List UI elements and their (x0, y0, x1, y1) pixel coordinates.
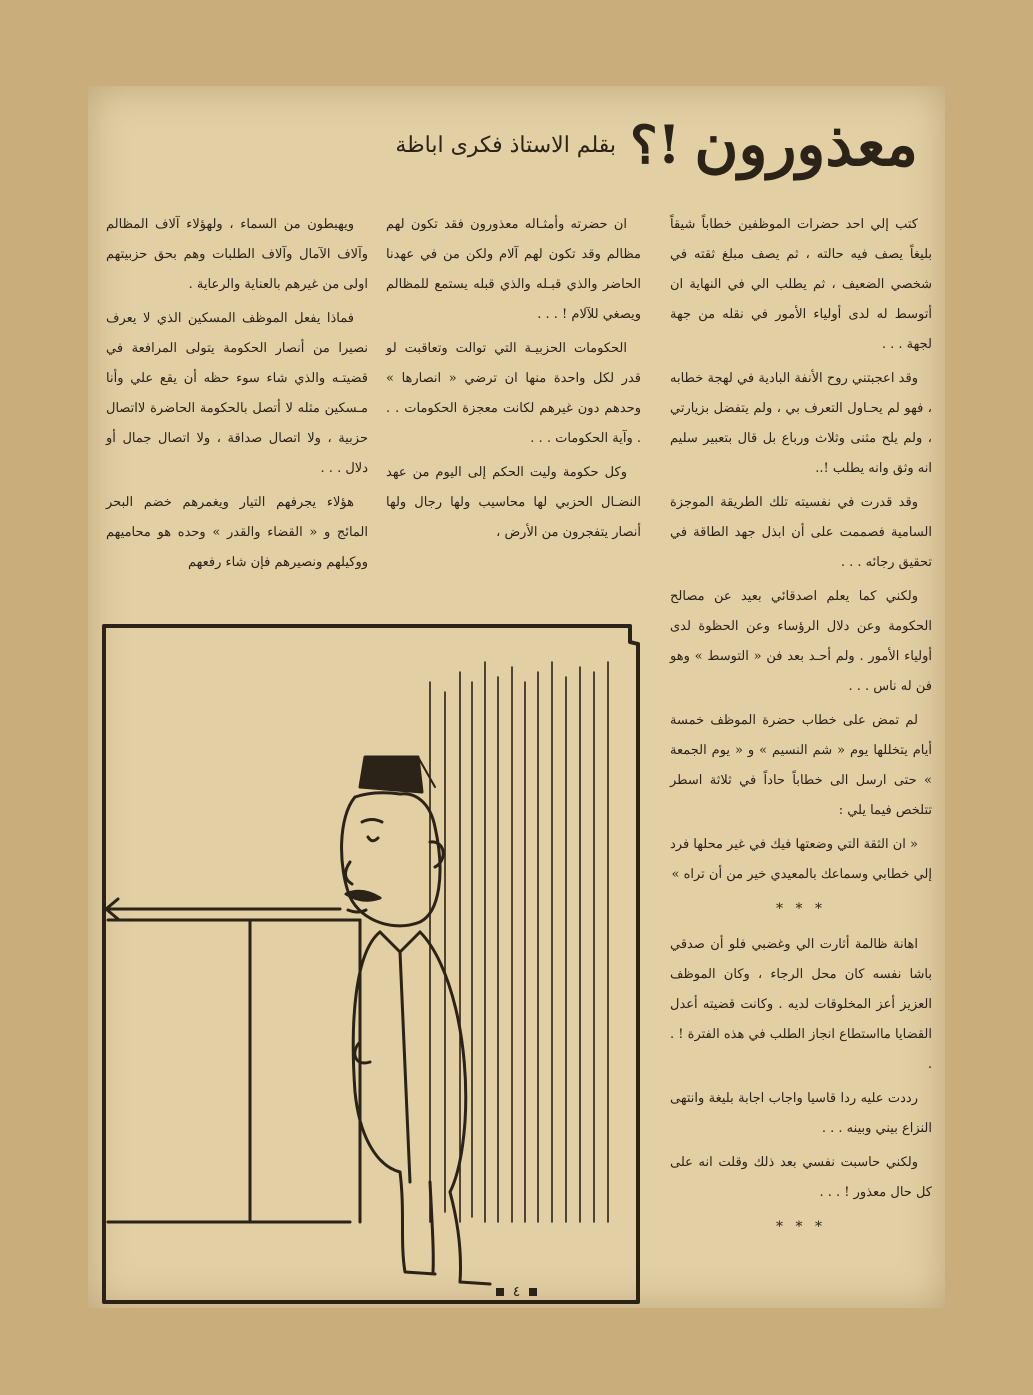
page-number-text: ٤ (512, 1284, 521, 1300)
paragraph: وكل حكومة وليت الحكم إلى اليوم من عهد النضـال الحزبي لها محاسيب ولها رجال ولها أنصار يتفجرون من الأرض ، (386, 465, 641, 540)
paragraph: اهانة ظالمة أثارت الي وغضبي فلو أن صدقي باشا نفسه كان محل الرجاء ، وكان الموظف العزيز أعز المخلوقات لديه . وكانت قضيته أعدل القضايا مااستطاع انجاز الطلب في هذه الفترة ! . . (670, 937, 932, 1072)
paragraph: هؤلاء يجرفهم التيار ويغمرهم خضم البحر المائج و « القضاء والقدر » وحده هو محاميهم ووكيلهم ونصيرهم فإن شاء رفعهم (106, 495, 368, 570)
paragraph: الحكومات الحزبيـة التي توالت وتعاقبت لو قدر لكل واحدة منها ان ترضي « انصارها » وحدهم دون غيرهم لكانت معجزة الحكومات . . . وآية الحكومات . . . (386, 341, 641, 446)
paragraph: وقد قدرت في نفسيته تلك الطريقة الموجزة السامية فصممت على أن ابذل جهد الطاقة في تحقيق رجائه . . . (670, 495, 932, 570)
author-byline: بقلم الاستاذ فكرى اباظة (395, 132, 616, 158)
article-header (128, 100, 918, 190)
text-column-left (106, 210, 368, 582)
paragraph: ولكني حاسبت نفسي بعد ذلك وقلت انه على كل حال معذور ! . . . (670, 1155, 932, 1200)
paragraph: ان حضرته وأمثـاله معذورون فقد تكون لهم مظالم وقد تكون لهم آلام ولكن من في عهدنا الحاضر والذي قبـله والذي قبله يستمع للمظالم ويصغي للآلام ! . . . (386, 217, 641, 322)
paragraph: كتب إلي احد حضرات الموظفين خطاباً شيقاً بليغاً يصف فيه حالته ، ثم يصف مبلغ ثقته في شخصي الضعيف ، ثم يطلب الي في النهاية ان أتوسط له لدى أولياء الأمور في نقله من جهة لجهة . . . (670, 217, 932, 352)
magazine-page (88, 86, 945, 1308)
title-punctuation: !؟ (629, 114, 681, 176)
paragraph: وقد اعجبتني روح الأنفة البادية في لهجة خطابه ، فهو لم يحـاول التعرف بي ، ولم يتفضل بزيارتي ، ولم يلح مثنى وثلاث ورباع بل قال بتعبير سليم انه وثق وانه يطلب !.. (670, 371, 932, 476)
paragraph: ولكني كما يعلم اصدقائي بعيد عن مصالح الحكومة وعن دلال الرؤساء وعن الحظوة لدى أولياء الأمور . ولم أحـد بعد فن « التوسط » وهو فن له ناس . . . (670, 589, 932, 694)
paragraph: « ان الثقة التي وضعتها فيك في غير محلها فرد إلي خطابي وسماعك بالمعيدي خير من أن تراه » (670, 837, 932, 882)
page-number (88, 1284, 945, 1300)
text-column-middle (386, 210, 641, 552)
paragraph: ويهبطون من السماء ، ولهؤلاء آلاف المظالم وآلاف الآمال وآلاف الطلبات وهم بحق حزبيتهم اولى من غيرهم بالعناية والرعاية . (106, 217, 368, 292)
page-number-mark (529, 1288, 537, 1296)
text-column-right (670, 210, 932, 1248)
paragraph: فماذا يفعل الموظف المسكين الذي لا يعرف نصيرا من أنصار الحكومة يتولى المرافعة في قضيتـه والذي شاء سوء حظه أن يقع علي وأنا مـسكين مثله لا أتصل بالحكومة الحاضرة لااتصال حزبية ، ولا اتصال صداقة ، ولا اتصال جمال أو دلال . . . (106, 311, 368, 476)
section-separator: * * * (776, 1219, 826, 1235)
paragraph: لم تمض على خطاب حضرة الموظف خمسة أيام يتخللها يوم « شم النسيم » و « يوم الجمعة » حتى ارسل الى خطاباً حاداً في ثلاثة اسطر تتلخص فيما يلي : (670, 713, 932, 818)
paragraph: رددت عليه ردا قاسيا واجاب اجابة بليغة وانتهى النزاع بيني وبينه . . . (670, 1091, 932, 1136)
page-number-mark (496, 1288, 504, 1296)
section-separator: * * * (776, 901, 826, 917)
cartoon-illustration (100, 622, 655, 1304)
article-title: معذورون (694, 110, 918, 180)
